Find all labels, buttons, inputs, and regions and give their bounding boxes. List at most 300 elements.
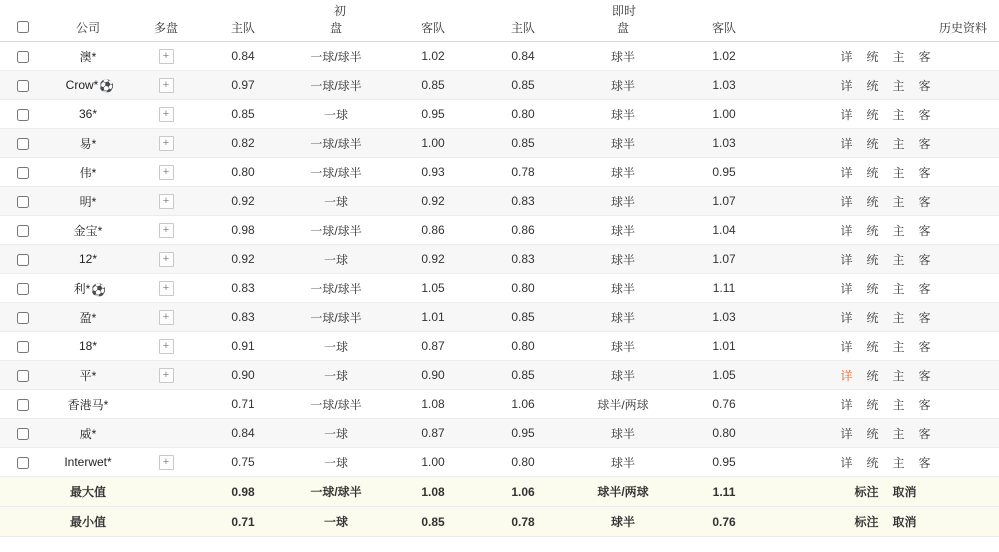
row-select-cell[interactable] [0, 419, 46, 448]
stats-link[interactable]: 统 [866, 194, 879, 209]
summary-actions [770, 507, 999, 537]
soccer-icon: ⚽ [91, 282, 107, 297]
live-away-odds: 0.95 [678, 158, 770, 187]
cancel-button[interactable]: 取消 [892, 515, 917, 529]
table-row [0, 216, 999, 245]
header-multi: 多盘 [130, 19, 202, 42]
live-home-odds: 0.80 [478, 274, 568, 303]
live-home-odds: 0.78 [478, 158, 568, 187]
initial-handicap: 一球/球半 [284, 303, 388, 332]
company-name: 澳* [46, 42, 130, 71]
summary-live-handicap: 球半 [568, 507, 678, 537]
mark-button[interactable]: 标注 [854, 485, 879, 499]
row-select-checkbox[interactable] [17, 51, 29, 63]
history-actions [770, 361, 999, 390]
expand-plus-icon[interactable]: + [159, 223, 174, 238]
summary-actions [770, 477, 999, 507]
initial-home-odds: 0.82 [202, 129, 284, 158]
stats-link[interactable]: 统 [866, 310, 879, 325]
initial-handicap: 一球/球半 [284, 158, 388, 187]
initial-home-odds: 0.75 [202, 448, 284, 477]
live-away-odds: 1.00 [678, 100, 770, 129]
table-row [0, 303, 999, 332]
initial-away-odds: 1.08 [388, 390, 478, 419]
row-select-checkbox[interactable] [17, 254, 29, 266]
initial-away-odds: 1.05 [388, 274, 478, 303]
live-away-odds: 0.95 [678, 448, 770, 477]
initial-home-odds: 0.83 [202, 303, 284, 332]
row-select-cell[interactable] [0, 158, 46, 187]
initial-away-odds: 0.87 [388, 419, 478, 448]
initial-handicap: 一球 [284, 100, 388, 129]
multi-handicap-cell[interactable] [130, 71, 202, 100]
live-home-odds: 0.86 [478, 216, 568, 245]
header-live-away: 客队 [678, 19, 770, 42]
row-select-checkbox[interactable] [17, 138, 29, 150]
initial-handicap: 一球/球半 [284, 71, 388, 100]
header-sub-row [0, 19, 999, 42]
company-name: 36* [46, 100, 130, 129]
home-link[interactable]: 主 [892, 165, 905, 180]
home-link[interactable]: 主 [892, 194, 905, 209]
stats-link[interactable]: 统 [866, 339, 879, 354]
initial-handicap: 一球/球半 [284, 42, 388, 71]
detail-link[interactable]: 详 [840, 426, 853, 441]
expand-plus-icon[interactable]: + [159, 194, 174, 209]
expand-plus-icon[interactable]: + [159, 49, 174, 64]
expand-plus-icon[interactable]: + [159, 310, 174, 325]
header-initial-home: 主队 [202, 19, 284, 42]
history-actions [770, 245, 999, 274]
home-link[interactable]: 主 [892, 368, 905, 383]
away-link[interactable]: 客 [918, 252, 931, 267]
home-link[interactable]: 主 [892, 78, 905, 93]
home-link[interactable]: 主 [892, 49, 905, 64]
row-select-cell[interactable] [0, 448, 46, 477]
stats-link[interactable]: 统 [866, 455, 879, 470]
table-row [0, 158, 999, 187]
stats-link[interactable]: 统 [866, 49, 879, 64]
row-select-cell[interactable] [0, 274, 46, 303]
summary-initial-home: 0.71 [202, 507, 284, 537]
cancel-button[interactable]: 取消 [892, 485, 917, 499]
initial-handicap: 一球/球半 [284, 216, 388, 245]
away-link[interactable]: 客 [918, 426, 931, 441]
row-select-cell[interactable] [0, 42, 46, 71]
history-actions [770, 71, 999, 100]
row-select-checkbox[interactable] [17, 312, 29, 324]
row-select-checkbox[interactable] [17, 428, 29, 440]
header-group-live: 即时 [612, 4, 637, 18]
away-link[interactable]: 客 [918, 281, 931, 296]
home-link[interactable]: 主 [892, 397, 905, 412]
away-link[interactable]: 客 [918, 223, 931, 238]
live-away-odds: 1.02 [678, 42, 770, 71]
away-link[interactable]: 客 [918, 397, 931, 412]
table-row [0, 100, 999, 129]
table-row [0, 448, 999, 477]
initial-home-odds: 0.97 [202, 71, 284, 100]
live-away-odds: 1.04 [678, 216, 770, 245]
header-group-row [0, 0, 999, 19]
detail-link[interactable]: 详 [840, 136, 853, 151]
away-link[interactable]: 客 [918, 455, 931, 470]
live-home-odds: 0.95 [478, 419, 568, 448]
live-away-odds: 0.80 [678, 419, 770, 448]
row-select-checkbox[interactable] [17, 167, 29, 179]
live-home-odds: 0.80 [478, 448, 568, 477]
row-select-checkbox[interactable] [17, 457, 29, 469]
summary-live-away: 1.11 [678, 477, 770, 507]
home-link[interactable]: 主 [892, 339, 905, 354]
live-handicap: 球半 [568, 158, 678, 187]
initial-handicap: 一球 [284, 332, 388, 361]
detail-link[interactable]: 详 [840, 281, 853, 296]
detail-link[interactable]: 详 [840, 107, 853, 122]
initial-home-odds: 0.92 [202, 187, 284, 216]
summary-initial-handicap: 一球 [284, 507, 388, 537]
home-link[interactable]: 主 [892, 455, 905, 470]
live-away-odds: 1.03 [678, 129, 770, 158]
detail-link[interactable]: 详 [840, 78, 853, 93]
live-handicap: 球半 [568, 42, 678, 71]
away-link[interactable]: 客 [918, 165, 931, 180]
row-select-cell[interactable] [0, 332, 46, 361]
summary-spacer [0, 477, 46, 507]
detail-link[interactable]: 详 [840, 252, 853, 267]
table-row [0, 332, 999, 361]
table-row [0, 129, 999, 158]
live-handicap: 球半 [568, 274, 678, 303]
live-handicap: 球半/两球 [568, 390, 678, 419]
initial-away-odds: 0.92 [388, 245, 478, 274]
soccer-icon: ⚽ [99, 79, 115, 93]
initial-home-odds: 0.84 [202, 419, 284, 448]
header-spacer-checkbox [0, 0, 46, 19]
row-select-checkbox[interactable] [17, 370, 29, 382]
stats-link[interactable]: 统 [866, 281, 879, 296]
multi-handicap-cell[interactable] [130, 245, 202, 274]
summary-label: 最小值 [46, 507, 130, 537]
multi-handicap-cell [130, 390, 202, 419]
detail-link[interactable]: 详 [840, 310, 853, 325]
live-away-odds: 1.03 [678, 71, 770, 100]
away-link[interactable]: 客 [918, 78, 931, 93]
summary-initial-away: 0.85 [388, 507, 478, 537]
row-select-checkbox[interactable] [17, 399, 29, 411]
summary-live-home: 1.06 [478, 477, 568, 507]
away-link[interactable]: 客 [918, 136, 931, 151]
live-handicap: 球半 [568, 419, 678, 448]
multi-handicap-cell[interactable] [130, 100, 202, 129]
live-handicap: 球半 [568, 448, 678, 477]
company-name: Crow*⚽ [46, 71, 130, 100]
company-name: 伟* [46, 158, 130, 187]
live-home-odds: 0.85 [478, 129, 568, 158]
initial-home-odds: 0.91 [202, 332, 284, 361]
summary-live-away: 0.76 [678, 507, 770, 537]
table-body [0, 42, 999, 537]
history-actions [770, 274, 999, 303]
home-link[interactable]: 主 [892, 252, 905, 267]
table-row [0, 245, 999, 274]
company-name: 金宝* [46, 216, 130, 245]
initial-away-odds: 0.87 [388, 332, 478, 361]
summary-live-handicap: 球半/两球 [568, 477, 678, 507]
home-link[interactable]: 主 [892, 107, 905, 122]
expand-plus-icon[interactable]: + [159, 136, 174, 151]
history-actions [770, 448, 999, 477]
multi-handicap-cell[interactable] [130, 187, 202, 216]
live-handicap: 球半 [568, 129, 678, 158]
initial-away-odds: 1.02 [388, 42, 478, 71]
initial-away-odds: 0.85 [388, 71, 478, 100]
row-select-cell[interactable] [0, 303, 46, 332]
home-link[interactable]: 主 [892, 136, 905, 151]
live-home-odds: 0.85 [478, 303, 568, 332]
history-actions [770, 42, 999, 71]
company-name: 平* [46, 361, 130, 390]
row-select-cell[interactable] [0, 390, 46, 419]
expand-plus-icon[interactable]: + [159, 107, 174, 122]
row-select-checkbox[interactable] [17, 109, 29, 121]
history-actions [770, 419, 999, 448]
row-select-cell[interactable] [0, 361, 46, 390]
live-home-odds: 0.85 [478, 361, 568, 390]
initial-home-odds: 0.92 [202, 245, 284, 274]
header-spacer-company [46, 0, 130, 19]
initial-away-odds: 0.90 [388, 361, 478, 390]
table-row [0, 361, 999, 390]
history-actions [770, 129, 999, 158]
live-home-odds: 0.80 [478, 332, 568, 361]
expand-plus-icon[interactable]: + [159, 339, 174, 354]
header-live-home: 主队 [478, 19, 568, 42]
header-spacer-multi [130, 0, 202, 19]
initial-home-odds: 0.83 [202, 274, 284, 303]
history-actions [770, 216, 999, 245]
stats-link[interactable]: 统 [866, 426, 879, 441]
away-link[interactable]: 客 [918, 368, 931, 383]
initial-home-odds: 0.80 [202, 158, 284, 187]
initial-away-odds: 1.00 [388, 129, 478, 158]
initial-handicap: 一球/球半 [284, 274, 388, 303]
initial-home-odds: 0.85 [202, 100, 284, 129]
stats-link[interactable]: 统 [866, 165, 879, 180]
header-select-all-cell[interactable] [0, 19, 46, 42]
company-name: 明* [46, 187, 130, 216]
multi-handicap-cell[interactable] [130, 158, 202, 187]
home-link[interactable]: 主 [892, 281, 905, 296]
summary-initial-home: 0.98 [202, 477, 284, 507]
summary-row [0, 507, 999, 537]
company-name: 香港马* [46, 390, 130, 419]
stats-link[interactable]: 统 [866, 223, 879, 238]
detail-link[interactable]: 详 [840, 397, 853, 412]
stats-link[interactable]: 统 [866, 397, 879, 412]
row-select-cell[interactable] [0, 100, 46, 129]
live-handicap: 球半 [568, 303, 678, 332]
summary-row [0, 477, 999, 507]
expand-plus-icon[interactable]: + [159, 252, 174, 267]
live-home-odds: 0.83 [478, 245, 568, 274]
stats-link[interactable]: 统 [866, 252, 879, 267]
table-row [0, 390, 999, 419]
history-actions [770, 100, 999, 129]
live-home-odds: 0.85 [478, 71, 568, 100]
header-company: 公司 [46, 19, 130, 42]
detail-link[interactable]: 详 [840, 339, 853, 354]
history-actions [770, 303, 999, 332]
summary-multi-spacer [130, 477, 202, 507]
initial-away-odds: 1.00 [388, 448, 478, 477]
live-away-odds: 1.05 [678, 361, 770, 390]
detail-link[interactable]: 详 [840, 368, 853, 383]
row-select-checkbox[interactable] [17, 80, 29, 92]
summary-multi-spacer [130, 507, 202, 537]
away-link[interactable]: 客 [918, 49, 931, 64]
initial-handicap: 一球 [284, 245, 388, 274]
row-select-cell[interactable] [0, 216, 46, 245]
company-name: 12* [46, 245, 130, 274]
header-group-initial: 初 [334, 4, 347, 18]
header-initial-handicap: 盘 [284, 19, 388, 42]
live-handicap: 球半 [568, 216, 678, 245]
initial-away-odds: 0.92 [388, 187, 478, 216]
initial-handicap: 一球 [284, 361, 388, 390]
home-link[interactable]: 主 [892, 223, 905, 238]
company-name: 利*⚽ [46, 274, 130, 303]
expand-plus-icon[interactable]: + [159, 455, 174, 470]
mark-button[interactable]: 标注 [854, 515, 879, 529]
multi-handicap-cell [130, 419, 202, 448]
live-handicap: 球半 [568, 100, 678, 129]
row-select-checkbox[interactable] [17, 283, 29, 295]
summary-initial-handicap: 一球/球半 [284, 477, 388, 507]
table-row [0, 419, 999, 448]
initial-away-odds: 0.93 [388, 158, 478, 187]
header-history: 历史资料 [770, 19, 999, 42]
expand-plus-icon[interactable]: + [159, 165, 174, 180]
history-actions [770, 158, 999, 187]
row-select-cell[interactable] [0, 129, 46, 158]
initial-handicap: 一球/球半 [284, 390, 388, 419]
live-away-odds: 0.76 [678, 390, 770, 419]
initial-away-odds: 1.01 [388, 303, 478, 332]
multi-handicap-cell[interactable] [130, 303, 202, 332]
detail-link[interactable]: 详 [840, 49, 853, 64]
history-actions [770, 187, 999, 216]
multi-handicap-cell[interactable] [130, 274, 202, 303]
table-row [0, 274, 999, 303]
summary-label: 最大值 [46, 477, 130, 507]
detail-link[interactable]: 详 [840, 165, 853, 180]
initial-handicap: 一球/球半 [284, 129, 388, 158]
company-name: 易* [46, 129, 130, 158]
multi-handicap-cell[interactable] [130, 129, 202, 158]
home-link[interactable]: 主 [892, 426, 905, 441]
company-name: Interwet* [46, 448, 130, 477]
multi-handicap-cell[interactable] [130, 216, 202, 245]
live-handicap: 球半 [568, 71, 678, 100]
header-initial-away: 客队 [388, 19, 478, 42]
initial-home-odds: 0.71 [202, 390, 284, 419]
initial-away-odds: 0.86 [388, 216, 478, 245]
row-select-cell[interactable] [0, 245, 46, 274]
history-actions [770, 332, 999, 361]
initial-home-odds: 0.98 [202, 216, 284, 245]
live-handicap: 球半 [568, 332, 678, 361]
detail-link[interactable]: 详 [840, 194, 853, 209]
initial-handicap: 一球 [284, 419, 388, 448]
expand-plus-icon[interactable]: + [159, 78, 174, 93]
detail-link[interactable]: 详 [840, 455, 853, 470]
summary-spacer [0, 507, 46, 537]
table-row [0, 71, 999, 100]
summary-initial-away: 1.08 [388, 477, 478, 507]
initial-home-odds: 0.90 [202, 361, 284, 390]
away-link[interactable]: 客 [918, 194, 931, 209]
live-handicap: 球半 [568, 245, 678, 274]
row-select-checkbox[interactable] [17, 225, 29, 237]
live-away-odds: 1.03 [678, 303, 770, 332]
live-away-odds: 1.07 [678, 187, 770, 216]
live-home-odds: 0.83 [478, 187, 568, 216]
table-row [0, 42, 999, 71]
table-row [0, 187, 999, 216]
initial-away-odds: 0.95 [388, 100, 478, 129]
multi-handicap-cell[interactable] [130, 361, 202, 390]
multi-handicap-cell[interactable] [130, 42, 202, 71]
summary-live-home: 0.78 [478, 507, 568, 537]
initial-handicap: 一球 [284, 448, 388, 477]
home-link[interactable]: 主 [892, 310, 905, 325]
row-select-checkbox[interactable] [17, 196, 29, 208]
stats-link[interactable]: 统 [866, 136, 879, 151]
multi-handicap-cell[interactable] [130, 448, 202, 477]
select-all-checkbox[interactable] [17, 21, 29, 33]
live-home-odds: 0.80 [478, 100, 568, 129]
history-actions [770, 390, 999, 419]
live-handicap: 球半 [568, 361, 678, 390]
stats-link[interactable]: 统 [866, 107, 879, 122]
live-away-odds: 1.11 [678, 274, 770, 303]
live-home-odds: 0.84 [478, 42, 568, 71]
detail-link[interactable]: 详 [840, 223, 853, 238]
company-name: 盈* [46, 303, 130, 332]
row-select-checkbox[interactable] [17, 341, 29, 353]
away-link[interactable]: 客 [918, 107, 931, 122]
company-name: 威* [46, 419, 130, 448]
multi-handicap-cell[interactable] [130, 332, 202, 361]
expand-plus-icon[interactable]: + [159, 368, 174, 383]
initial-home-odds: 0.84 [202, 42, 284, 71]
away-link[interactable]: 客 [918, 310, 931, 325]
stats-link[interactable]: 统 [866, 368, 879, 383]
initial-handicap: 一球 [284, 187, 388, 216]
header-live-handicap: 盘 [568, 19, 678, 42]
live-away-odds: 1.01 [678, 332, 770, 361]
expand-plus-icon[interactable]: + [159, 281, 174, 296]
away-link[interactable]: 客 [918, 339, 931, 354]
row-select-cell[interactable] [0, 187, 46, 216]
row-select-cell[interactable] [0, 71, 46, 100]
table-header [0, 0, 999, 42]
live-handicap: 球半 [568, 187, 678, 216]
live-home-odds: 1.06 [478, 390, 568, 419]
stats-link[interactable]: 统 [866, 78, 879, 93]
live-away-odds: 1.07 [678, 245, 770, 274]
